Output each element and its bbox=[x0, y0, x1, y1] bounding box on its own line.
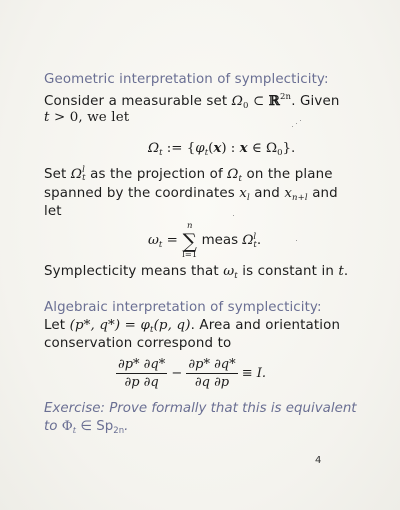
scan-speck bbox=[292, 126, 293, 127]
exercise-line-1: Exercise: Prove formally that this is equivalent bbox=[44, 401, 357, 416]
scan-speck bbox=[296, 240, 297, 241]
projection-line: Set Ω l t as the projection of $\Omega_t$ on the plane bbox=[44, 165, 333, 184]
symplecticity-means-line: Symplecticity means that $\omega_t$ is constant in t. bbox=[44, 264, 349, 281]
consider-line: Consider a measurable set $\Omega_0$ ⊂ ℝ$^{2n}$. Given bbox=[44, 92, 340, 111]
spanned-line: spanned by the coordinates $x_l$ and $x_{n+l}$ and bbox=[44, 186, 338, 203]
scan-speck bbox=[296, 123, 297, 124]
let-p-q-line: Let (p*, $q*) = \varphi_t(p$, q). Area and orientation bbox=[44, 318, 341, 335]
exercise-label: Exercise: bbox=[44, 401, 105, 416]
geometric-heading: Geometric interpretation of symplecticity: bbox=[44, 72, 329, 87]
scan-speck bbox=[233, 215, 234, 216]
given-line: t > 0, we let bbox=[44, 110, 130, 125]
jacobian-equation: $\frac{\partial p* \partial q*}{\partial p \partial q}$ − $\frac{\partial p* \partial q*}{\partial q \partial p}$ ≡ I. bbox=[118, 357, 267, 390]
let-line: let bbox=[44, 204, 62, 219]
omega-t-definition: $\Omega_t$ := {$\varphi_t(x)$ : x ∈ $\Omega_0$}. bbox=[148, 140, 296, 158]
omega-t-sum: $\omega_t$ = n ∑ l=1 meas Ω l t . bbox=[148, 221, 262, 260]
algebraic-heading: Algebraic interpretation of symplecticity: bbox=[44, 300, 322, 315]
scan-speck bbox=[300, 120, 301, 121]
page-number: 4 bbox=[315, 455, 322, 466]
exercise-line-2: to $\Phi_t$ ∈ $Sp_{2n}$. bbox=[44, 419, 129, 436]
conservation-line: conservation correspond to bbox=[44, 336, 232, 351]
